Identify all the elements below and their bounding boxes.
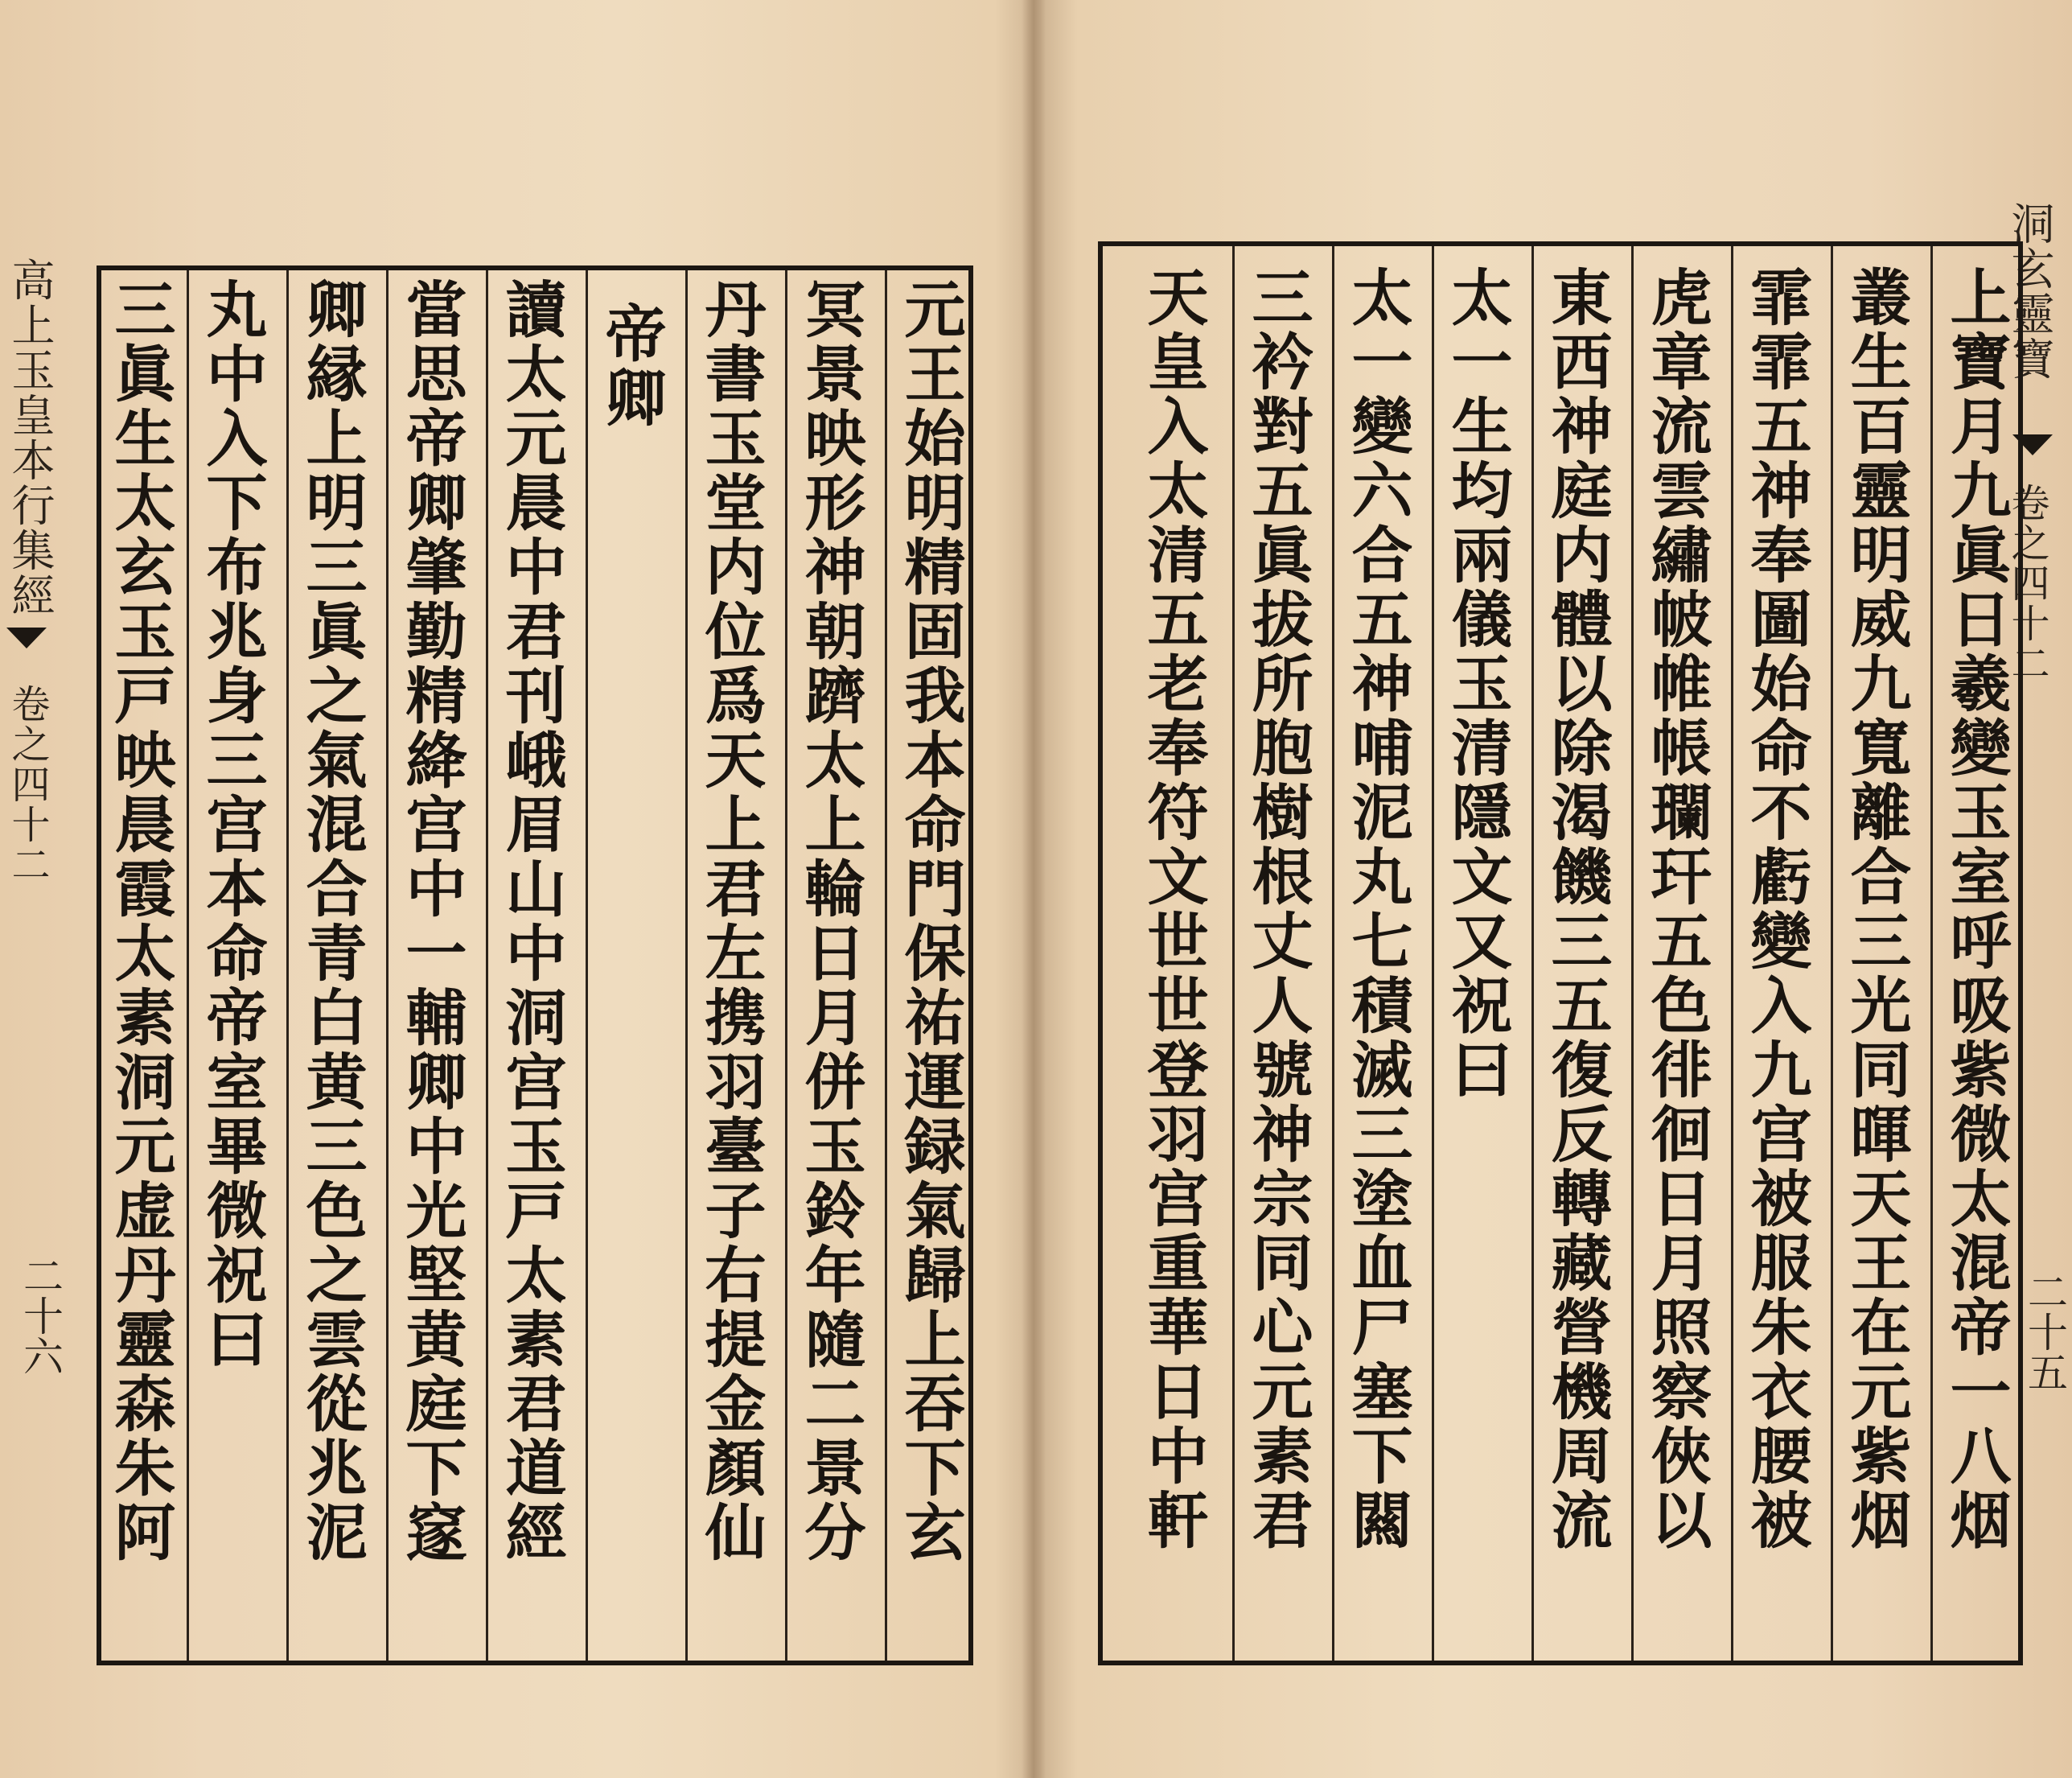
right-rule [1631, 246, 1634, 1661]
left-margin-title: 高上玉皇本行集經 [5, 257, 56, 618]
right-rule [1332, 246, 1334, 1661]
right-col-2: 叢生百靈明威九寬離合三光同暉天王在元紫烟 [1840, 265, 1912, 1553]
left-col-8: 丸中入下布兆身三宫本命帝室畢微祝曰 [196, 278, 268, 1372]
right-rule [1432, 246, 1434, 1661]
right-rule [1930, 246, 1933, 1661]
left-rule [286, 270, 289, 1661]
right-col-9: 天皇入太清五老奉符文世世登羽宫重華日中軒 [1137, 265, 1209, 1553]
right-rule [1232, 246, 1235, 1661]
left-col-4: 帝卿 [595, 302, 667, 430]
right-col-6: 太一生均兩儀玉清隱文又祝曰 [1441, 265, 1513, 1102]
left-col-5: 讀太元晨中君刊峨眉山中洞宫玉戸太素君道經 [495, 278, 567, 1565]
left-col-9: 三眞生太玄玉戸映晨霞太素洞元虚丹靈森朱阿 [105, 278, 176, 1565]
left-rule [486, 270, 488, 1661]
right-rule [1531, 246, 1534, 1661]
left-col-3: 丹書玉堂内位爲天上君左携羽臺子右提金顏仙 [695, 278, 767, 1565]
left-rule [586, 270, 588, 1661]
left-rule [386, 270, 388, 1661]
right-col-4: 虎章流雲繡帔帷帳瓓玕五色徘徊日月照察俠以 [1641, 265, 1712, 1553]
right-margin-section: 卷之四十二 [2004, 483, 2049, 684]
right-rule [1831, 246, 1833, 1661]
right-col-7: 太一變六合五神哺泥丸七積滅三塗血尸塞下闗 [1342, 265, 1413, 1553]
left-col-7: 卿縁上明三眞之氣混合青白黄三色之雲從兆泥 [296, 278, 368, 1565]
right-leaf-number: 二十五 [2021, 1271, 2068, 1392]
left-fish-tail-mark [6, 628, 47, 648]
left-rule [187, 270, 189, 1661]
left-rule [685, 270, 688, 1661]
right-margin-title: 洞玄靈寶 [2004, 201, 2055, 381]
left-rule [785, 270, 787, 1661]
left-leaf-number: 二十六 [17, 1255, 64, 1376]
right-col-1: 上寶月九眞日羲變玉室呼吸紫微太混帝一八烟 [1940, 265, 2012, 1553]
left-col-1: 元王始明精固我本命門保祐運録氣歸上吞下玄 [894, 278, 966, 1565]
left-col-2: 冥景映形神朝躋太上輪日月併玉鈴年隨二景分 [795, 278, 866, 1565]
left-col-6: 當思帝卿肇勤精絳宫中一輔卿中光堅黄庭下䆳 [396, 278, 467, 1565]
right-col-8: 三衿對五眞拔所胞樹根丈人號神宗同心元素君 [1242, 265, 1314, 1553]
right-rule [1731, 246, 1733, 1661]
right-col-5: 東西神庭内體以除渴饑三五復反轉藏營機周流 [1541, 265, 1613, 1553]
left-rule [885, 270, 887, 1661]
left-margin-section: 卷之四十二 [5, 684, 50, 885]
right-col-3: 霏霏五神奉圖始命不虧變入九宫被服朱衣腰被 [1741, 265, 1812, 1553]
